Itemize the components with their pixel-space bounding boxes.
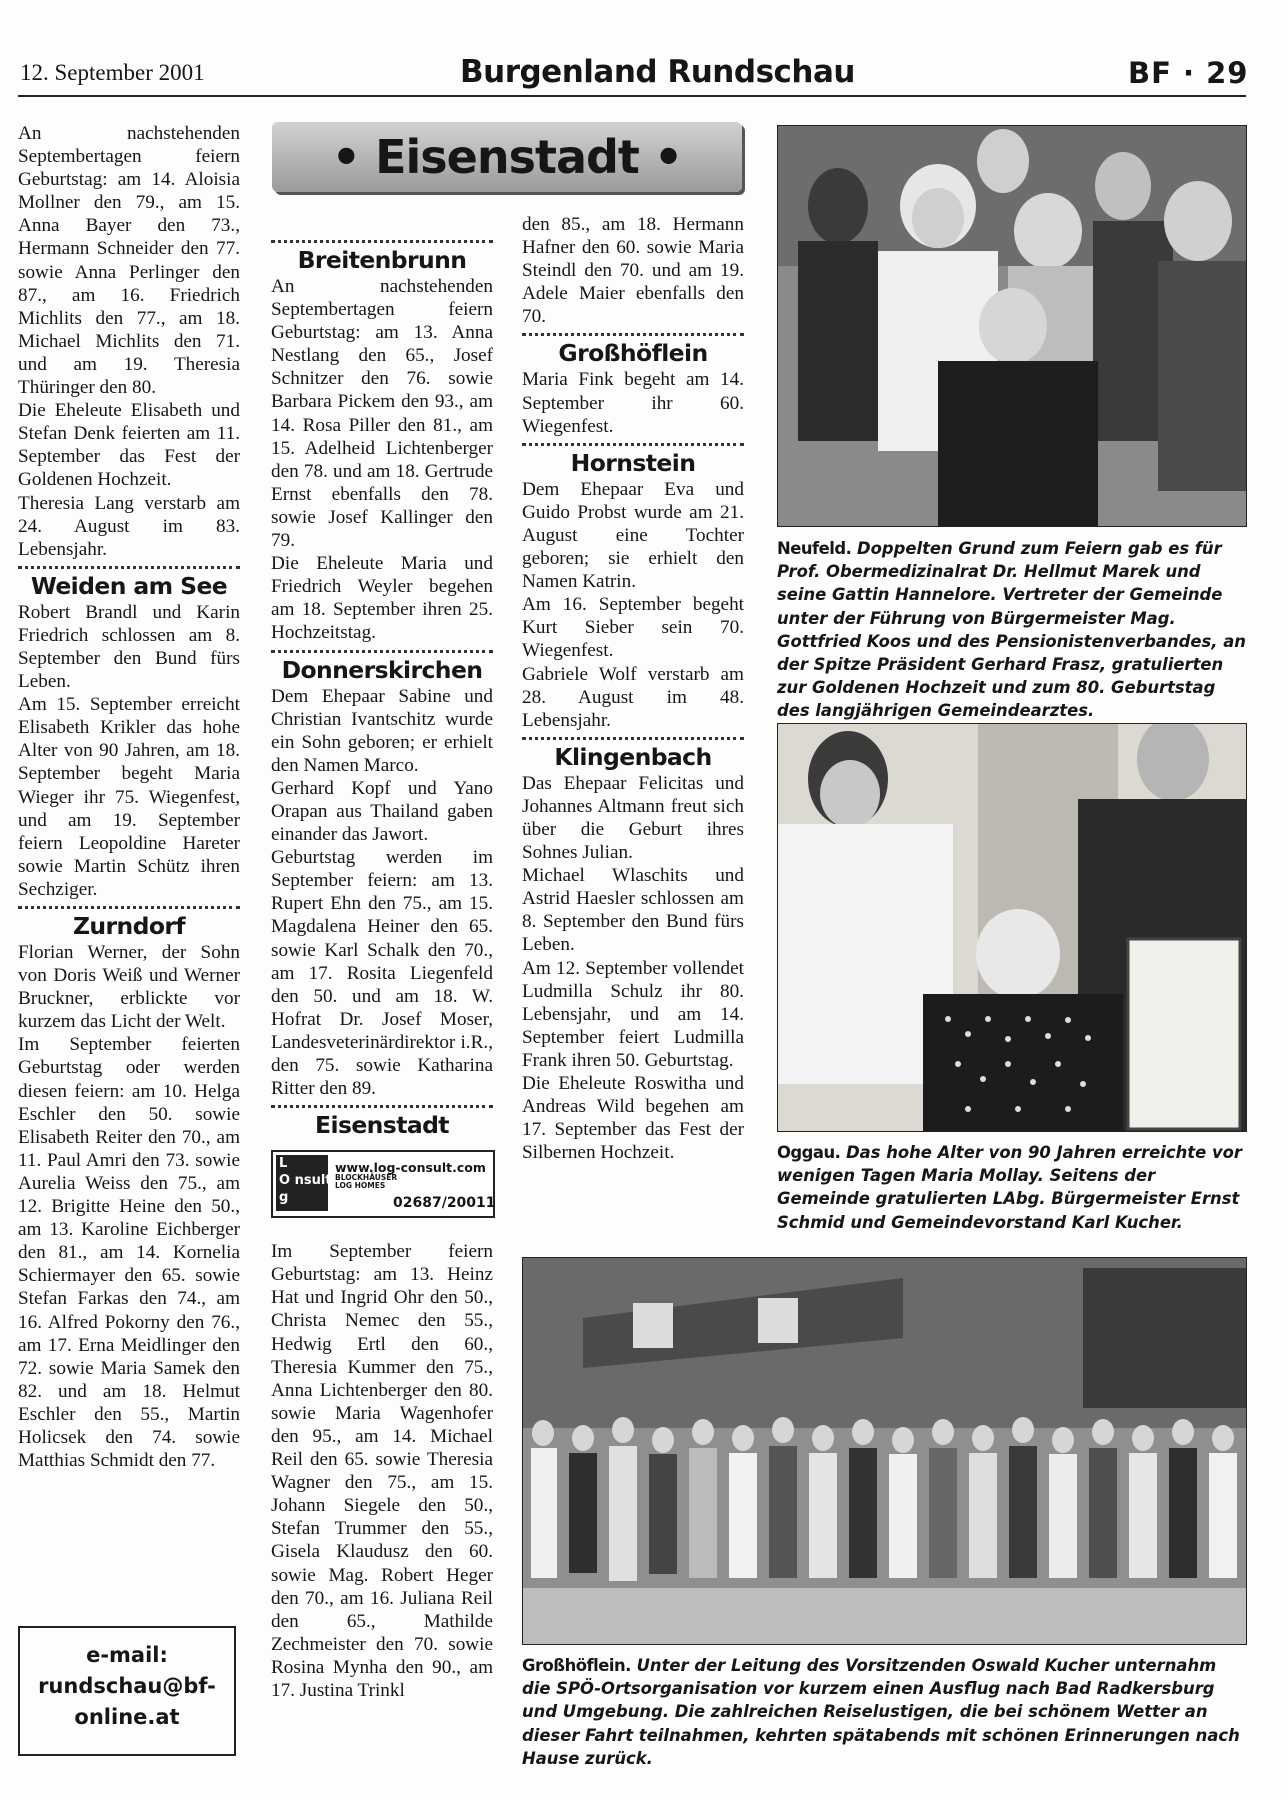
dotted-divider	[271, 1105, 493, 1108]
page-number: BF · 29	[1128, 56, 1249, 90]
caption-text: Das hohe Alter von 90 Jahren erreichte vor wenigen Tagen Maria Mollay. Seitens der Gemeinde gratulierten LAbg. Bürgermeister Ernst Schmid und Gemeindevorstand Karl Kucher.	[777, 1143, 1242, 1232]
article-paragraph: Robert Brandl und Karin Friedrich schlossen am 8. September den Bund fürs Leben.	[18, 601, 240, 693]
photo-oggau	[777, 723, 1247, 1132]
section-banner: • Eisenstadt •	[272, 122, 742, 192]
dotted-divider	[522, 443, 744, 446]
article-paragraph: Am 15. September erreicht Elisabeth Krikler das hohe Alter von 90 Jahren, am 18. September begeht Maria Wieger ihr 75. Wiegenfest, und am 19. September feiern Leopoldine Hareter sowie Martin Schütz ihren Sechziger.	[18, 694, 240, 900]
ad-url[interactable]: www.log-consult.com	[335, 1160, 486, 1176]
email-label: e-mail:	[86, 1643, 168, 1667]
caption-lead: Oggau.	[777, 1143, 841, 1162]
heading-zurndorf: Zurndorf	[72, 912, 186, 940]
ad-phone: 02687/20011	[393, 1195, 496, 1212]
column-2	[271, 235, 496, 1702]
log-consult-ad[interactable]	[271, 1150, 495, 1218]
photo-grosshoeflein-graphic	[523, 1258, 1246, 1644]
caption-text: Doppelten Grund zum Feiern gab es für Prof. Obermedizinalrat Dr. Hellmut Marek und seine Gattin Hannelore. Vertreter der Gemeinde unter der Führung von Bürgermeister Mag. Gottfried Koos und des Pensionistenverbandes, an der Spitze Präsident Gerhard Frasz, gratulierten zur Goldenen Hochzeit und zum 80. Geburtstag des langjährigen Gemeindearztes.	[777, 539, 1246, 721]
dotted-divider	[18, 906, 240, 909]
photo-grosshoeflein-group	[522, 1257, 1247, 1645]
article-paragraph: Gabriele Wolf verstarb am 28. August im 48. Lebensjahr.	[522, 663, 744, 731]
heading-eisenstadt: Eisenstadt	[315, 1111, 449, 1140]
article-paragraph: Theresia Lang verstarb am 24. August im 83. Lebensjahr.	[18, 492, 240, 560]
issue-date: 12. September 2001	[20, 60, 205, 85]
caption-oggau	[777, 1141, 1247, 1234]
photo-oggau-graphic	[778, 724, 1246, 1131]
header-rule	[18, 95, 1246, 97]
dotted-divider	[18, 566, 240, 569]
dotted-divider	[522, 737, 744, 740]
article-paragraph: Gerhard Kopf und Yano Orapan aus Thailand gaben einander das Jawort.	[271, 777, 493, 846]
dotted-divider	[271, 240, 493, 243]
article-paragraph: An nachstehenden Septembertagen feiern Geburtstag: am 13. Anna Nestlang den 65., Josef Schnitzer den 76. sowie Barbara Pickem den 93., am 14. Rosa Piller den 81., am 15. Adelheid Lichtenberger den 78. und am 18. Gertrude Ernst ebenfalls den 78. sowie Josef Kallinger den 79.	[271, 276, 493, 552]
article-paragraph: Am 12. September vollendet Ludmilla Schulz ihr 80. Lebensjahr, und am 14. September feiert Ludmilla Frank ihren 50. Geburtstag.	[522, 957, 744, 1071]
article-paragraph: Geburtstag werden im September feiern: am 13. Rupert Ehn den 75., am 15. Magdalena Heiner den 65. sowie Karl Schalk den 70., am 17. Rosita Liegenfeld den 50. und am 18. W. Hofrat Dr. Josef Moser, Landesveterinärdirektor i.R., den 75. sowie Katharina Ritter den 89.	[271, 847, 493, 1100]
heading-weiden-am-see: Weiden am See	[30, 571, 228, 600]
column-1	[18, 122, 240, 1472]
article-paragraph: Die Eheleute Elisabeth und Stefan Denk feierten am 11. September das Fest der Goldenen Hochzeit.	[18, 400, 240, 491]
email-box	[18, 1626, 236, 1756]
dotted-divider	[522, 333, 744, 336]
ad-subline	[335, 1174, 397, 1190]
heading-hornstein: Hornstein	[570, 448, 696, 477]
article-paragraph: Am 16. September begeht Kurt Sieber sein 70. Wiegenfest.	[522, 594, 744, 662]
article-paragraph: Das Ehepaar Felicitas und Johannes Altmann freut sich über die Geburt ihres Sohnes Julian.	[522, 772, 744, 864]
newspaper-title: Burgenland Rundschau	[460, 54, 855, 90]
article-paragraph: den 85., am 18. Hermann Hafner den 60. sowie Maria Steindl den 70. und am 19. Adele Maier ebenfalls den 70.	[522, 214, 744, 328]
article-paragraph: Die Eheleute Maria und Friedrich Weyler begehen am 18. September ihren 25. Hochzeitstag.	[271, 553, 493, 644]
ad-subline-1: BLOCKHÄUSER	[335, 1173, 398, 1183]
email-address-part[interactable]: online.at	[74, 1705, 180, 1729]
caption-lead: Großhöflein.	[522, 1656, 631, 1675]
ad-logo: L O nsult g	[276, 1155, 328, 1211]
heading-donnerskirchen: Donnerskirchen	[281, 655, 483, 684]
dotted-divider	[271, 650, 493, 653]
article-paragraph: Dem Ehepaar Sabine und Christian Ivantschitz wurde ein Sohn geboren; er erhielt den Namen Marco.	[271, 685, 493, 776]
heading-breitenbrunn: Breitenbrunn	[297, 246, 467, 274]
article-paragraph: Die Eheleute Roswitha und Andreas Wild begehen am 17. September das Fest der Silbernen Hochzeit.	[522, 1073, 744, 1164]
article-paragraph: Dem Ehepaar Eva und Guido Probst wurde am 21. August eine Tochter geboren; sie erhielt den Namen Katrin.	[522, 478, 744, 593]
article-paragraph: Im September feierten Geburtstag oder werden diesen feiern: am 10. Helga Eschler den 50. sowie Elisabeth Reiter den 70., am 11. Paul Amri den 73. sowie Aurelia Weiss den 75., am 12. Brigitte Heine den 50., am 13. Karoline Eichberger den 81., am 14. Kornelia Schiermayer den 65. sowie Stefan Farkas den 74., am 16. Alfred Pokorny den 76., am 17. Erna Meidlinger den 72. sowie Maria Samek den 82. und am 18. Helmut Eschler den 55., Martin Holicsek den 74. sowie Matthias Schmidt den 77.	[18, 1034, 240, 1472]
photo-neufeld	[777, 125, 1247, 527]
caption-lead: Neufeld.	[777, 539, 852, 558]
caption-neufeld	[777, 537, 1247, 723]
article-paragraph: Im September feiern Geburtstag: am 13. Heinz Hat und Ingrid Ohr den 50., Christa Nemec den 55., Hedwig Ertl den 60., Theresia Kummer den 75., Anna Lichtenberger den 80. sowie Maria Wagenhofer den 95., am 14. Michael Reil den 65. sowie Theresia Wagner den 75., am 15. Johann Siegele den 50., Stefan Trummer den 55., Gisela Klaudusz den 60. sowie Mag. Robert Heger den 70., am 16. Juliana Reil den 65., Mathilde Zechmeister den 70. sowie Rosina Mynha den 90., am 17. Justina Trinkl	[271, 1241, 493, 1701]
ad-subline-2: LOG HOMES	[335, 1181, 386, 1191]
article-paragraph: Maria Fink begeht am 14. September ihr 60. Wiegenfest.	[522, 369, 744, 437]
email-address-part[interactable]: rundschau@bf-	[38, 1674, 216, 1698]
photo-neufeld-graphic	[778, 126, 1246, 526]
article-paragraph: An nachstehenden Septembertagen feiern Geburtstag: am 14. Aloisia Mollner den 79., am 15. Anna Bayer den 73., Hermann Schneider den 77. sowie Anna Perlinger den 87., am 16. Friedrich Michlits den 77., am 18. Michael Michlits den 71. und am 19. Theresia Thüringer den 80.	[18, 123, 240, 399]
article-paragraph: Florian Werner, der Sohn von Doris Weiß und Werner Bruckner, erblickte vor kurzem das Licht der Welt.	[18, 942, 240, 1033]
caption-text: Unter der Leitung des Vorsitzenden Oswald Kucher unternahm die SPÖ-Ortsorganisation vor kurzem einen Ausflug nach Bad Radkersburg und Umgebung. Die zahlreichen Reiselustigen, die bei schönem Wetter an dieser Fahrt teilnahmen, kehrten spätabends mit schönen Erinnerungen nach Hause zurück.	[522, 1656, 1240, 1768]
column-3	[522, 213, 744, 1164]
heading-grosshoeflein: Großhöflein	[558, 339, 708, 368]
heading-klingenbach: Klingenbach	[554, 742, 712, 771]
article-paragraph: Michael Wlaschits und Astrid Haesler schlossen am 8. September den Bund fürs Leben.	[522, 865, 744, 956]
caption-grosshoeflein	[522, 1654, 1248, 1770]
